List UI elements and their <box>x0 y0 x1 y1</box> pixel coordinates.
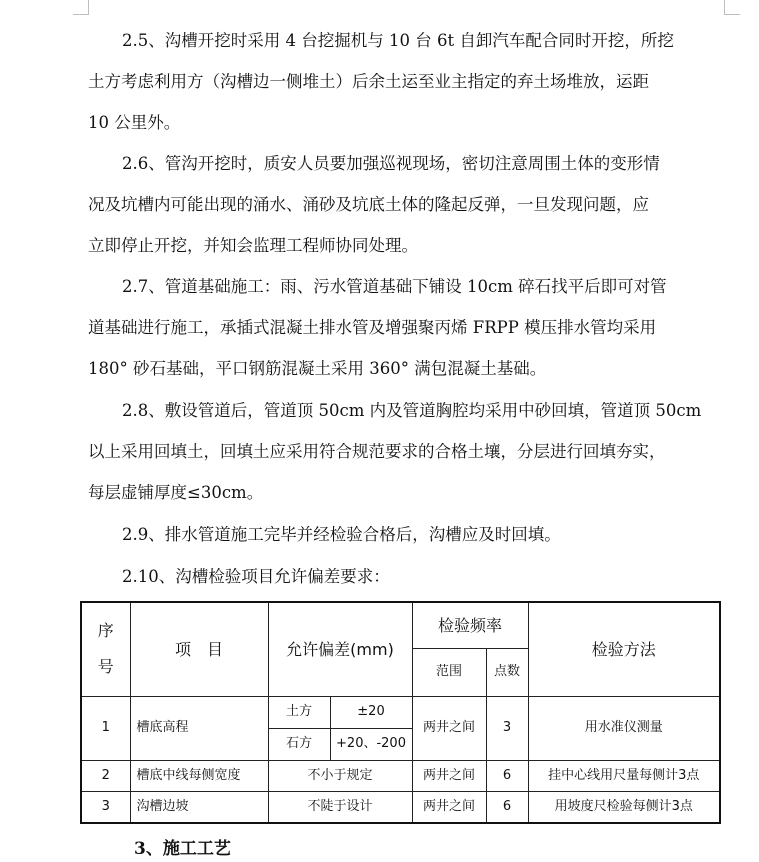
header-method: 检验方法 <box>528 602 720 696</box>
paragraph-line: 每层虚铺厚度≤30cm。 <box>88 483 264 502</box>
paragraph-line: 10 公里外。 <box>88 113 181 132</box>
paragraph-line: 土方考虑利用方（沟槽边一侧堆土）后余土运至业主指定的弃土场堆放，运距 <box>88 72 649 91</box>
row-seq: 3 <box>81 791 130 823</box>
paragraph-line: 道基础进行施工，承插式混凝土排水管及增强聚丙烯 FRPP 模压排水管均采用 <box>88 318 657 337</box>
row-method: 用水准仪测量 <box>528 696 720 760</box>
paragraph-2-8 <box>88 390 724 513</box>
row-seq: 2 <box>81 760 130 791</box>
paragraph-2-5 <box>88 20 724 143</box>
section-heading: 3、施工工艺 <box>134 839 231 859</box>
margin-mark-top-left <box>88 0 89 15</box>
row-seq: 1 <box>81 696 130 760</box>
row-item: 沟槽边坡 <box>130 791 268 823</box>
paragraph-line: 2.10、沟槽检验项目允许偏差要求： <box>122 567 390 586</box>
row-tolerance: 不小于规定 <box>268 760 412 791</box>
row-range: 两井之间 <box>412 791 486 823</box>
paragraph-line: 以上采用回填土，回填土应采用符合规范要求的合格土壤，分层进行回填夯实， <box>88 442 666 461</box>
row-sub-value: ±20 <box>330 696 412 728</box>
row-points: 6 <box>486 791 528 823</box>
paragraph-line: 2.7、管道基础施工：雨、污水管道基础下铺设 10cm 碎石找平后即可对管 <box>122 277 667 296</box>
paragraph-line: 立即停止开挖，并知会监理工程师协同处理。 <box>88 236 418 255</box>
header-item: 项 目 <box>130 602 268 696</box>
row-tolerance: 不陡于设计 <box>268 791 412 823</box>
row-method: 用坡度尺检验每侧计3点 <box>528 791 720 823</box>
paragraph-line: 2.5、沟槽开挖时采用 4 台挖掘机与 10 台 6t 自卸汽车配合同时开挖，所挖 <box>122 31 674 50</box>
table-row <box>81 791 720 823</box>
trench-tolerance-table <box>80 601 721 824</box>
paragraph-2-7 <box>88 266 724 389</box>
table-row <box>81 760 720 791</box>
row-points: 6 <box>486 760 528 791</box>
row-item: 槽底高程 <box>130 696 268 760</box>
margin-mark-top-right <box>724 0 725 15</box>
row-sub-value: +20、-200 <box>330 728 412 760</box>
row-item: 槽底中线每侧宽度 <box>130 760 268 791</box>
row-range: 两井之间 <box>412 696 486 760</box>
row-sub-kind: 土方 <box>268 696 330 728</box>
row-sub-kind: 石方 <box>268 728 330 760</box>
header-tolerance: 允许偏差(mm) <box>268 602 412 696</box>
header-range: 范围 <box>412 648 486 696</box>
row-method: 挂中心线用尺量每侧计3点 <box>528 760 720 791</box>
header-seq: 序 号 <box>81 602 130 696</box>
paragraph-line: 2.9、排水管道施工完毕并经检验合格后，沟槽应及时回填。 <box>122 525 561 544</box>
paragraph-line: 2.6、管沟开挖时，质安人员要加强巡视现场，密切注意周围土体的变形情 <box>122 154 660 173</box>
paragraph-line: 2.8、敷设管道后，管道顶 50cm 内及管道胸腔均采用中砂回填，管道顶 50cm <box>122 401 702 420</box>
paragraph-2-6 <box>88 143 724 266</box>
paragraph-line: 况及坑槽内可能出现的涌水、涌砂及坑底土体的隆起反弹，一旦发现问题，应 <box>88 195 649 214</box>
table-row <box>81 696 720 728</box>
paragraph-line: 180° 砂石基础，平口钢筋混凝土采用 360° 满包混凝土基础。 <box>88 359 547 378</box>
paragraph-2-9 <box>88 514 724 555</box>
row-points: 3 <box>486 696 528 760</box>
margin-mark-top-left-h <box>73 14 88 15</box>
row-range: 两井之间 <box>412 760 486 791</box>
margin-mark-top-right-h <box>725 14 740 15</box>
header-points: 点数 <box>486 648 528 696</box>
header-frequency: 检验频率 <box>412 602 528 648</box>
paragraph-2-10 <box>88 556 724 597</box>
